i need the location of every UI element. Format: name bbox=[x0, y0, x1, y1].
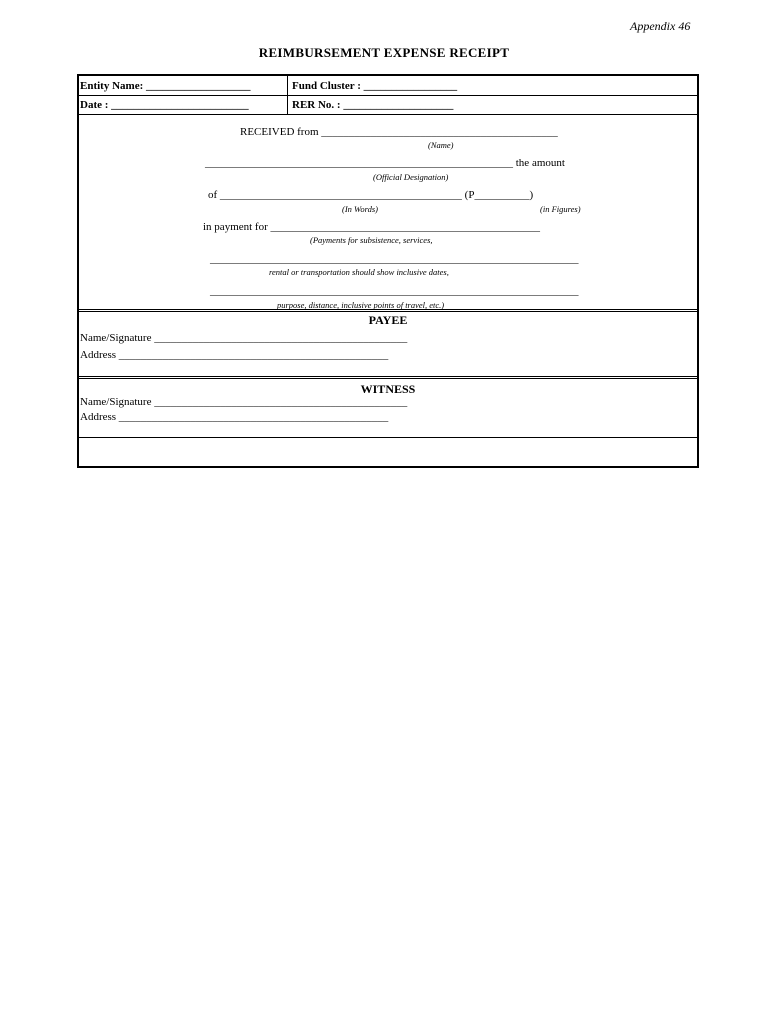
payee-section-rule bbox=[77, 309, 699, 312]
header-bottom-rule bbox=[77, 114, 699, 115]
payment-caption-1: (Payments for subsistence, services, bbox=[310, 235, 433, 245]
payment-blank-line-2[interactable]: ___________________________________________________________________ bbox=[210, 285, 579, 297]
payment-for-line[interactable]: in payment for _________________________________________________ bbox=[203, 221, 541, 233]
official-designation-caption: (Official Designation) bbox=[373, 172, 449, 182]
payee-address-field[interactable]: Address _________________________________________________ bbox=[80, 349, 389, 361]
official-designation-line[interactable]: ________________________________________________________ the amount bbox=[205, 157, 565, 169]
witness-heading: WITNESS bbox=[360, 382, 416, 396]
payment-blank-line-1[interactable]: ___________________________________________________________________ bbox=[210, 253, 579, 265]
received-from-line[interactable]: RECEIVED from ___________________________________________ bbox=[240, 126, 558, 138]
in-figures-caption: (in Figures) bbox=[540, 204, 581, 214]
appendix-label: Appendix 46 bbox=[630, 19, 691, 33]
in-words-caption: (In Words) bbox=[342, 204, 378, 214]
footer-rule bbox=[77, 437, 699, 438]
witness-name-signature-field[interactable]: Name/Signature ______________________________________________ bbox=[80, 396, 408, 408]
payee-heading: PAYEE bbox=[368, 313, 408, 327]
payment-caption-2: rental or transportation should show inclusive dates, bbox=[269, 267, 449, 277]
payment-caption-3: purpose, distance, inclusive points of travel, etc.) bbox=[277, 300, 445, 310]
name-caption: (Name) bbox=[428, 140, 454, 150]
entity-name-field[interactable]: Entity Name: ___________________ bbox=[80, 80, 251, 92]
payee-name-signature-field[interactable]: Name/Signature ______________________________________________ bbox=[80, 332, 408, 344]
fund-cluster-field[interactable]: Fund Cluster : _________________ bbox=[292, 80, 458, 92]
rer-no-field[interactable]: RER No. : ____________________ bbox=[292, 99, 454, 111]
date-field[interactable]: Date : _________________________ bbox=[80, 99, 249, 111]
amount-line[interactable]: of ____________________________________________ (P__________) bbox=[208, 189, 534, 201]
form-title: REIMBURSEMENT EXPENSE RECEIPT bbox=[258, 45, 510, 60]
header-row-divider bbox=[77, 95, 699, 96]
witness-address-field[interactable]: Address _________________________________________________ bbox=[80, 411, 389, 423]
header-divider bbox=[287, 74, 288, 114]
witness-section-rule bbox=[77, 376, 699, 379]
